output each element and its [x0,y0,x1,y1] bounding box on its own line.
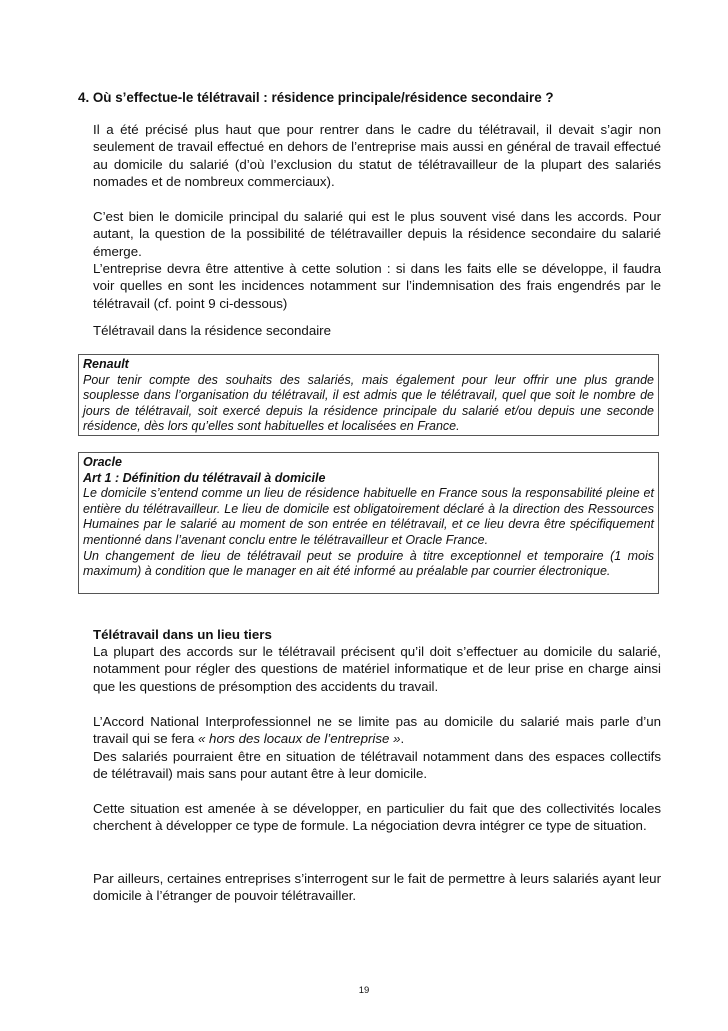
quote-box-renault [78,354,659,436]
section-heading: 4. Où s’effectue-le télétravail : résidence principale/résidence secondaire ? [78,90,554,105]
paragraph-third-place: La plupart des accords sur le télétravail précisent qu’il doit s’effectuer au domicile du salarié, notamment pour régler des questions de matériel informatique et de leur prise en charge ainsi que les questions de présomption des accidents du travail. [93,644,661,694]
paragraph-collective-spaces: Des salariés pourraient être en situation de télétravail notamment dans des espaces collectifs de télétravail) mais sans pour autant être à leur domicile. [93,749,661,782]
subheading-third-place: Télétravail dans un lieu tiers [93,627,272,642]
oracle-company-name: Oracle [83,455,122,469]
oracle-article-title: Art 1 : Définition du télétravail à domicile [83,470,326,485]
paragraph-main-residence: C’est bien le domicile principal du salarié qui est le plus souvent visé dans les accords. Pour autant, la question de la possibilité de télétravailler depuis la résidence secondaire du salarié émerge. [93,209,661,259]
quote-box-oracle [78,452,659,594]
oracle-quote-text-1: Le domicile s’entend comme un lieu de résidence habituelle en France sous la responsabilité pleine et entière du télétravailleur. Le lieu de domicile est obligatoirement déclaré à la direction des Ressources Humaines par le salarié au moment de son entrée en télétravail, et ce lieu devra être spécifiquement mentionné dans l’avenant conclu entre le télétravailleur et Oracle France. [83,486,654,547]
paragraph-definition: Il a été précisé plus haut que pour rentrer dans le cadre du télétravail, il devait s’agir non seulement de travail effectué en dehors de l’entreprise mais aussi en général de travail effectué au domicile du salarié (d’où l’exclusion du statut de télétravailleur de la plupart des salariés nomades et de nombreux commerciaux). [93,122,661,190]
paragraph-ani [93,713,661,748]
paragraph-secondary-residence-label: Télétravail dans la résidence secondaire [93,323,332,338]
paragraph-attention: L’entreprise devra être attentive à cette solution : si dans les faits elle se développe, il faudra voir quelles en sont les incidences notamment sur l’indemnisation des frais engendrés par le télétravail (cf. point 9 ci-dessous) [93,261,661,311]
ani-quote: « hors des locaux de l’entreprise » [197,731,401,747]
renault-company-name: Renault [83,357,129,371]
page-number: 19 [358,985,370,996]
ani-text: L’Accord National Interprofessionnel ne se limite pas au domicile du salarié mais parle d’un travail qui se fera [93,714,661,747]
paragraph-abroad: Par ailleurs, certaines entreprises s’interrogent sur le fait de permettre à leurs salariés ayant leur domicile à l’étranger de pouvoir télétravailler. [93,871,661,904]
ani-text-end: . [400,731,405,747]
oracle-quote-text-2: Un changement de lieu de télétravail peut se produire à titre exceptionnel et temporaire (1 mois maximum) à condition que le manager en ait été informé au préalable par courrier électronique. [83,548,654,579]
renault-quote-text: Pour tenir compte des souhaits des salariés, mais également pour leur offrir une plus grande souplesse dans l’organisation du télétravail, il est admis que le télétravail, quel que soit le nombre de jours de télétravail, soit exercé depuis la résidence principale du salarié et/ou depuis une seconde résidence, dès lors qu’elles sont habituelles et localisées en France. [83,372,654,434]
paragraph-development: Cette situation est amenée à se développer, en particulier du fait que des collectivités locales cherchent à développer ce type de formule. La négociation devra intégrer ce type de situation. [93,801,661,834]
